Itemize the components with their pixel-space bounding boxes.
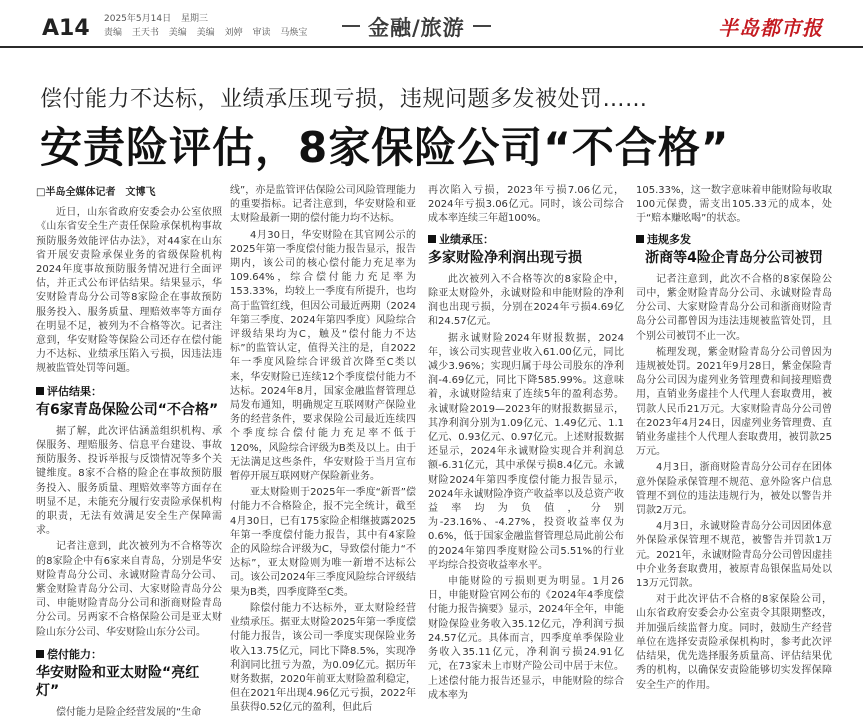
page-number: A14	[42, 16, 90, 41]
article-column-2	[230, 184, 416, 714]
paragraph: 申能财险的亏损则更为明显。1月26日，申能财险官网公布的《2024年4季度偿付能力报告摘要》显示，2024年全年，申能财险保险业务收入35.12亿元，净利润亏损24.57亿元。具体而言，四季度单季保险业务收入35.11亿元，净利润亏损24.91亿元，在73家未上市财产险公司中居于末位。上述偿付能力报告还显示，申能财险的综合成本率为	[428, 576, 624, 701]
article-column-3	[428, 184, 624, 701]
section-name: 金融/旅游	[368, 12, 465, 42]
kicker-headline: 偿付能力不达标，业绩承压现亏损，违规问题多发被处罚……	[40, 87, 648, 112]
subhead-title: 有6家青岛保险公司“不合格”	[36, 401, 219, 418]
staff-item: 责编	[104, 28, 123, 38]
staff-item: 美编	[168, 28, 187, 38]
paragraph: 除偿付能力不达标外，亚太财险经营业绩承压。据亚太财险2025年第一季度偿付能力报告，该公司一季度实现保险业务收入13.75亿元，同比下降8.5%，实现净利润同比扭亏为盈，为0.09亿元。据历年财务数据，2020年前亚太财险盈利稳定，但在2021年出现4.96亿元亏损，2022年虽获得0.52亿元的盈利，但此后	[230, 602, 416, 714]
main-headline: 安责险评估，8家保险公司“不合格”	[40, 123, 730, 172]
paragraph: 线”，亦是监管评估保险公司风险管理能力的重要指标。记者注意到，华安财险和亚太财险最新一期的偿付能力均不达标。	[230, 185, 416, 225]
subhead-label: 业绩承压：	[428, 233, 624, 247]
date: 2025年5月14日	[104, 14, 172, 24]
paragraph: 记者注意到，此次不合格的8家保险公司中，紫金财险青岛分公司、永诚财险青岛分公司、大家财险青岛分公司和浙商财险青岛分公司都曾因为违法违规被监管处罚，且个别公司被罚不止一次。	[636, 273, 832, 342]
staff-item: 审读	[252, 28, 271, 38]
subhead-label: 评估结果：	[36, 385, 222, 399]
paragraph: 据永诚财险2024年财报数据，2024年，该公司实现营业收入61.00亿元，同比减少3.96%；实现归属于母公司股东的净利润-4.69亿元，同比下降585.99%。这意味着，永诚财险结束了连续5年的盈利态势。永诚财险2019—2023年的财报数据显示，其净利润分别为1.09亿元、1.49亿元、1.1亿元、0.93亿元、0.97亿元。上述财报数据还显示，2024年永诚财险实现合并利润总额-6.31亿元，其中承保亏损8.4亿元。永诚财险2024年第四季度偿付能力报告显示，2024年永诚财险净资产收益率以及总资产收益率均为负值，分别为-23.16%、-4.27%，投资收益率仅为0.6%，低于国家金融监督管理总局此前公布的2024年第四季度财险公司5.51%的行业平均综合投资收益率水平。	[428, 332, 624, 571]
subhead-title: 浙商等4险企青岛分公司被罚	[645, 249, 823, 266]
byline: □半岛全媒体记者 文博飞	[36, 187, 156, 198]
newspaper-logo: 半岛都市报	[718, 16, 823, 40]
staff-item: 马焕宝	[280, 28, 308, 38]
page-meta	[104, 12, 314, 40]
article-column-1	[36, 184, 222, 719]
subhead-label: 违规多发	[636, 233, 832, 247]
paragraph: 亚太财险则于2025年一季度“新晋”偿付能力不合格险企，报不完全统计，截至4月30日，已有175家险企相继披露2025年第一季度偿付能力报告，其中有4家险企的风险综合评级为C，导致偿付能力“不达标”，亚太财险则为唯一新增不达标公司。该公司2024年三季度风险综合评级结果为B类，四季度降至C类。	[230, 487, 416, 598]
paragraph: 对于此次评估不合格的8家保险公司，山东省政府安委会办公室责令其限期整改，并加强后续监督力度。同时，鼓励生产经营单位在选择安责险承保机构时，参考此次评估结果，优先选择服务质量高、评估结果优秀的机构，以确保安责险能够切实发挥保障安全生产的作用。	[636, 594, 832, 691]
staff-item: 美编	[196, 28, 215, 38]
masthead	[0, 0, 863, 48]
subhead-title: 多家财险净利润出现亏损	[428, 249, 582, 266]
paragraph: 4月3日，浙商财险青岛分公司存在团体意外保险承保管理不规范、意外险客户信息管理不到位的违法违规行为，被处以警告并罚款2万元。	[636, 462, 832, 517]
paragraph: 梳理发现，紫金财险青岛分公司曾因为违规被处罚。2021年9月28日，紫金保险青岛分公司因为虚列业务管理费和间接理赔费用，直销业务虚挂个人代理人套取费用，被罚款人民币21万元。大家财险青岛分公司曾在2023年4月24日，因虚列业务管理费、直销业务虚挂个人代理人套取费用，被罚款25万元。	[636, 346, 832, 458]
subhead-title: 华安财险和亚太财险“亮红灯”	[36, 665, 200, 700]
staff-item: 刘婷	[224, 28, 243, 38]
paragraph: 据了解，此次评估涵盖组织机构、承保服务、理赔服务、信息平台建设、事故预防服务、投诉举报与反馈情况等多个关键维度。8家不合格的险企在事故预防服务投入、服务质量、理赔效率等方面存在明显不足，未能充分履行安责险承保机构的职责，无法有效满足安全生产保障需求。	[36, 425, 222, 537]
square-bullet-icon	[36, 650, 44, 658]
staff-item: 王天书	[131, 28, 159, 38]
paragraph: 此次被列入不合格等次的8家险企中，除亚太财险外，永诚财险和申能财险的净利润也出现亏损，分别在2024年亏损4.69亿和24.57亿元。	[428, 273, 624, 328]
date-line	[104, 12, 314, 26]
square-bullet-icon	[36, 387, 44, 395]
staff-line	[104, 26, 314, 40]
paragraph: 再次陷入亏损，2023年亏损7.06亿元，2024年亏损3.06亿元。同时，该公司综合成本率连续三年超100%。	[428, 185, 624, 225]
square-bullet-icon	[428, 235, 436, 243]
paragraph: 4月3日，永诚财险青岛分公司因团体意外保险承保管理不规范，被警告并罚款1万元。2021年，永诚财险青岛分公司曾因虚挂中介业务套取费用，被原青岛银保监局处以13万元罚款。	[636, 521, 832, 590]
subhead-label: 偿付能力：	[36, 648, 222, 662]
article-column-4	[636, 184, 832, 691]
weekday: 星期三	[180, 14, 208, 24]
paragraph: 偿付能力是险企经营发展的“生命	[56, 707, 202, 719]
paragraph: 记者注意到，此次被列为不合格等次的8家险企中有6家来自青岛，分别是华安财险青岛分公司、永诚财险青岛分公司、紫金财险青岛分公司、大家财险青岛分公司、申能财险青岛分公司和浙商财险青岛分公司。另两家不合格保险公司是亚太财险山东分公司、华安财险山东分公司。	[36, 541, 222, 638]
paragraph: 105.33%，这一数字意味着申能财险每收取100元保费，需支出105.33元的成本，处于“赔本赚吆喝”的状态。	[636, 185, 832, 225]
paragraph: 4月30日，华安财险在其官网公示的2025年第一季度偿付能力报告显示，报告期内，该公司的核心偿付能力充足率为109.64%，综合偿付能力充足率为153.33%，均较上一季度有所提升，也均高于监管红线，但因公司最近两期（2024年第三季度、2024年第四季度）风险综合评级结果均为C，触及“偿付能力不达标”的监管认定，值得关注的是，自2022年一季度风险综合评级首次降至C类以来，华安财险已连续12个季度偿付能力不达标。2024年8月，国家金融监督管理总局发布通知，明确规定互联网财产保险业务的经营条件，要求保险公司最近连续四个季度综合偿付能力充足率不低于120%，风险综合评级为B类及以上。由于无法满足这些条件，华安财险于当月宣布暂停开展互联网财产保险新业务。	[230, 229, 416, 483]
square-bullet-icon	[636, 235, 644, 243]
paragraph: 近日，山东省政府安委会办公室依照《山东省安全生产责任保险承保机构事故预防服务效能评估办法》，对44家在山东省开展安责险承保业务的省级保险机构2024年度事故预防服务情况进行全面评估，并正式公布评估结果。结果显示，华安财险青岛分公司等8家险企在事故预防服务投入、服务质量、理赔效率等方面存在明显不足，被列为不合格等次。记者注意到，华安财险等保险公司还存在偿付能力不达标、业绩承压陷入亏损，因违法违规被监管处罚等问题。	[36, 207, 222, 375]
